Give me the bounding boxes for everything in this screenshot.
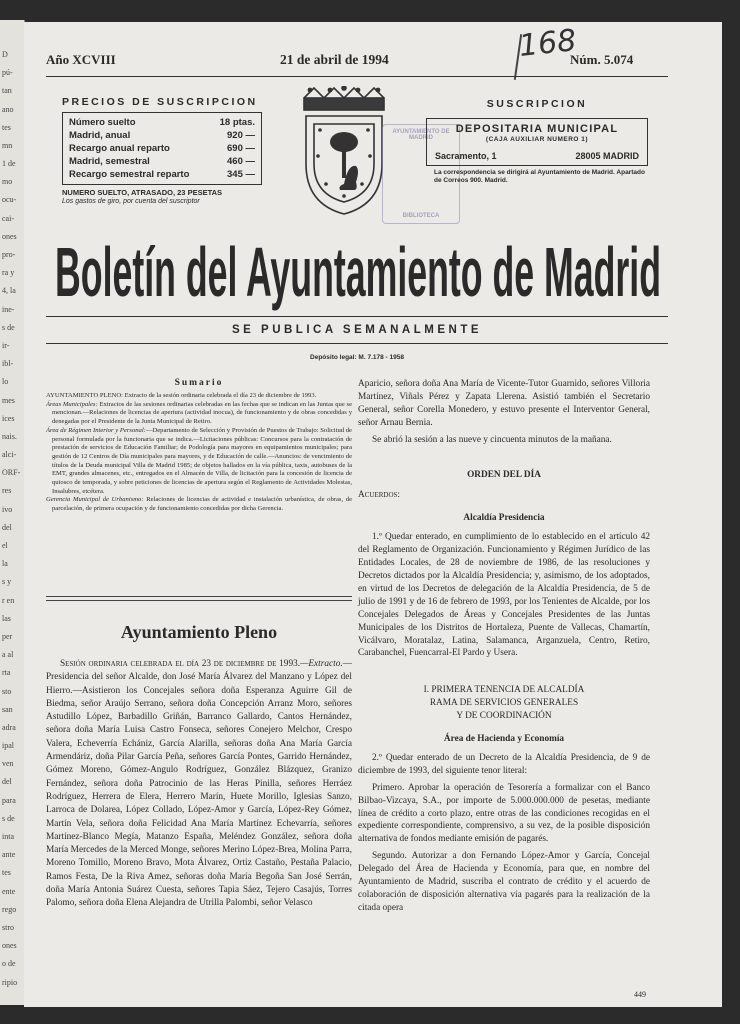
- adjacent-page-fragment: inta: [2, 832, 14, 842]
- right-column: [358, 378, 650, 915]
- depositaria-address: [435, 151, 639, 161]
- tenencia-subheading: RAMA DE SERVICIOS GENERALES: [429, 698, 579, 709]
- adjacent-page-fragment: s de: [2, 813, 15, 823]
- adjacent-page-fragment: ven: [2, 759, 14, 769]
- summary-item: [46, 401, 352, 427]
- adjacent-page-fragment: rta: [2, 668, 11, 678]
- tenencia-subheading: Y DE COORDINACIÓN: [456, 711, 552, 722]
- pleno-extract: —Extracto.: [300, 659, 343, 669]
- adjacent-page-fragment: a al: [2, 650, 14, 660]
- prices-title: PRECIOS DE SUSCRIPCION: [62, 96, 258, 108]
- madrid-coat-of-arms-icon: [296, 86, 392, 218]
- summary-item-lead: AYUNTAMIENTO PLENO:: [46, 392, 123, 399]
- adjacent-page-fragment: sto: [2, 686, 12, 696]
- summary-title: Sumario: [174, 378, 224, 388]
- subscription-title: SUSCRIPCION: [486, 98, 588, 110]
- summary-item-text: —Departamento de Selección y Provisión de Puestos de Trabajo: Solicitud de personal formulada por la funcionaria que se indica.—Licitaciones públicas: Concursos para la contratación de prestación de servicios de Educación Familiar; de Podología para mayores en equipamientos municipales; para gestión de 12 Centros de Día municipales para mayores, y de Educación de calle.—Anuncios: de vencimiento de títulos de la Deuda municipal Villa de Madrid 1985; de objetos hallados en la vía pública, taxis, autobuses de la EMT, grandes almacenes, etc., entregados en el Almacén de Villa, de licitación para la concesión de licencia de quiosco de temporada, y sobre peticiones de licencias de apertura según el Reglamento de Actividades Molestas, Insalubres, etcétera.: [52, 426, 352, 495]
- adjacent-page-fragment: ibl-: [2, 359, 14, 369]
- street-address: Sacramento, 1: [435, 151, 497, 161]
- postage-note: Los gastos de giro, por cuenta del suscriptor: [62, 198, 200, 205]
- adjacent-page-fragment: ices: [2, 413, 15, 423]
- item-2-text: Quedar enterado de un Decreto de la Alcaldía Presidencia, de 9 de diciembre de 1993, del siguiente tenor literal:: [358, 752, 650, 776]
- adjacent-page-fragment: s de: [2, 322, 15, 332]
- header-rule: [46, 76, 668, 77]
- adjacent-page-fragment: adra: [2, 722, 16, 732]
- summary-item-lead: Área de Régimen Interior y Personal:: [46, 426, 146, 434]
- adjacent-page-edge: [0, 20, 25, 1005]
- price-row: [69, 155, 255, 168]
- adjacent-page-fragment: ipal: [2, 741, 14, 751]
- stamp-bottom-text: BIBLIOTECA: [402, 213, 440, 219]
- item-1: [358, 531, 650, 660]
- adjacent-page-fragment: ivo: [2, 504, 13, 514]
- hacienda-heading: Área de Hacienda y Economía: [443, 734, 565, 745]
- page-number: 449: [634, 990, 646, 999]
- adjacent-page-fragment: ones: [2, 941, 17, 951]
- publication-frequency: SE PUBLICA SEMANALMENTE: [231, 324, 483, 336]
- issue-number: Núm. 5.074: [570, 52, 634, 67]
- masthead-rule-bottom: [46, 343, 668, 344]
- summary-item-text: Extractos de las sesiones ordinarias celebradas en las fechas que se indican en las Juntas que se mencionan.—Relaciones de licencias de apertura (actividad inocua), de funcionamiento y de obras concedidas y denegadas por el Presidente de la Junta Municipal de Retiro.: [52, 400, 352, 426]
- adjacent-page-fragment: ante: [2, 850, 16, 860]
- year-label: Año XCVIII: [46, 52, 116, 67]
- prices-box: [62, 112, 262, 185]
- depositaria-box: [426, 118, 648, 166]
- correspondence-note: La correspondencia se dirigirá al Ayuntamiento de Madrid. Apartado de Correos 900. Madrid.: [434, 169, 645, 184]
- adjacent-page-fragment: nais.: [2, 431, 17, 441]
- summary-item-lead: Gerencia Municipal de Urbanismo:: [46, 496, 144, 504]
- adjacent-page-fragment: ir-: [2, 340, 10, 350]
- section-divider: [46, 596, 352, 601]
- pleno-body: [46, 658, 352, 911]
- issue-date: 21 de abril de 1994: [280, 52, 389, 67]
- adjacent-page-fragment: alci-: [2, 450, 17, 460]
- attendance-paragraph: Aparicio, señora doña Ana María de Vicente-Tutor Guarnido, señores Villoria Martínez, Viñals Pérez y Zapata Llerena. Asistió también el Secretario General, señor Corella Monedero, y estuvo presente el Interventor General, señor Arnau Bernia.: [358, 379, 650, 428]
- pleno-lead: Sesión ordinaria celebrada el día 23 de diciembre de 1993.: [60, 659, 301, 669]
- summary-item-lead: Áreas Municipales:: [46, 400, 98, 408]
- item-1-text: Quedar enterado, en cumplimiento de lo establecido en el artículo 42 del Reglamento de Organización. Funcionamiento y Régimen Jurídico de las Entidades Locales, de 28 de noviembre de 1986, de las resoluciones y Decretos dictados por la Alcaldía Presidencia; y, asimismo, de los adoptados, en virtud de los Decretos de delegación de la Alcaldía Presidencia, de 5 de julio de 1991 y de 16 de febrero de 1993, por los Tenientes de Alcalde, por los Concejales Delegados de Áreas y Concejales Presidentes de las Juntas Municipales de los Distritos de Hortaleza, Puente de Vallecas, Chamartín, Vicálvaro, Moratalaz, Latina, Salamanca, Arganzuela, Centro, Retiro, Carabanchel, Fuencarral-El Pardo y Usera.: [358, 532, 650, 659]
- price-note: [62, 188, 282, 206]
- primero-paragraph: Primero. Aprobar la operación de Tesorería a formalizar con el Banco Bilbao-Vizcaya, S.A., por importe de 5.000.000.000 de pesetas, mediante línea de crédito a corto plazo, entre otras de las condiciones recogidas en el expediente correspondiente, comprensivo, a su vez, de la posible disposición alternativa de fondos mediante emisión de pagarés.: [358, 782, 650, 845]
- price-label: Recargo anual reparto: [69, 143, 170, 154]
- adjacent-page-fragment: r en: [2, 595, 15, 605]
- adjacent-page-fragment: tes: [2, 122, 11, 132]
- adjacent-page-fragment: cai-: [2, 213, 14, 223]
- summary-item: [46, 427, 352, 497]
- stamp-top-text: AYUNTAMIENTO DE MADRID: [392, 129, 450, 141]
- summary-item: [46, 496, 352, 513]
- price-row: [69, 129, 255, 142]
- price-value: 345 —: [227, 169, 255, 180]
- adjacent-page-fragment: tan: [2, 86, 12, 96]
- price-value: 690 —: [227, 143, 255, 154]
- subscription-info: [426, 98, 648, 185]
- adjacent-page-fragment: rego: [2, 904, 17, 914]
- alcaldia-heading: Alcaldía Presidencia: [463, 513, 545, 524]
- summary-item-text: Extracto de la sesión ordinaria celebrada el día 23 de diciembre de 1993.: [122, 392, 317, 399]
- summary-section: [46, 378, 352, 514]
- summary-item-text: Relaciones de licencias de actividad e instalación urbanística, de obras, de parcelación, de primera ocupación y de funcionamiento concedidas por dicha Gerencia.: [52, 496, 352, 513]
- summary-body: [46, 392, 352, 514]
- price-row: [69, 116, 255, 129]
- adjacent-page-fragment: ORF-: [2, 468, 21, 478]
- adjacent-page-fragment: stro: [2, 922, 14, 932]
- adjacent-page-fragment: 1 de: [2, 159, 16, 169]
- price-label: Número suelto: [69, 117, 136, 128]
- adjacent-page-fragment: ocu-: [2, 195, 17, 205]
- price-row: [69, 168, 255, 181]
- price-label: Recargo semestral reparto: [69, 169, 190, 180]
- adjacent-page-fragment: ones: [2, 231, 17, 241]
- subscription-prices: [62, 96, 282, 206]
- pleno-paragraph: [46, 658, 352, 911]
- adjacent-page-fragment: o de: [2, 959, 16, 969]
- adjacent-page-fragment: ano: [2, 104, 14, 114]
- newspaper-page: [24, 22, 722, 1007]
- adjacent-page-fragment: ine-: [2, 304, 15, 314]
- summary-item: [46, 392, 352, 401]
- adjacent-page-fragment: mo: [2, 177, 13, 187]
- acuerdos-label: Acuerdos:: [358, 490, 400, 501]
- adjacent-page-fragment: res: [2, 486, 12, 496]
- adjacent-page-fragment: el: [2, 541, 8, 551]
- adjacent-page-fragment: pú-: [2, 68, 13, 78]
- adjacent-page-fragment: tes: [2, 868, 11, 878]
- price-value: 460 —: [227, 156, 255, 167]
- masthead-text: Boletín del Ayuntamiento de Madrid: [55, 233, 661, 311]
- adjacent-page-fragment: D: [2, 50, 8, 59]
- adjacent-page-fragment: per: [2, 631, 13, 641]
- adjacent-page-fragment: del: [2, 522, 12, 532]
- adjacent-page-fragment: para: [2, 795, 16, 805]
- adjacent-page-fragment: san: [2, 704, 13, 714]
- depositaria-subtitle: (CAJA AUXILIAR NUMERO 1): [485, 136, 589, 143]
- masthead-title: [46, 218, 670, 314]
- adjacent-page-fragment: la: [2, 559, 8, 569]
- adjacent-page-fragment: 4, la: [2, 286, 16, 296]
- pleno-text: —Presidencia del señor Alcalde, don José María Álvarez del Manzano y López del Hierro.—Asistieron los Concejales señora doña Esperanza Aguirre Gil de Biedma, señor Araújo Serrano, señora doña Concepción Arranz Moro, señores Astudillo López, Barbadillo Griñán, Barranco Gallardo, Cantos Hernández, señora doña María Luisa Castro Fonseca, señores Conejero Melchor, Crespo Valera, Echeverría Echániz, García Alarilla, señoras doña Ana María García Armendáriz, doña Pilar García Peña, señores García Pontes, Garrido Hernández, Gómez Moreno, Gómez-Angulo Rodríguez, González Blázquez, Granizo Fernández, señora doña Patrocinio de las Heras Pinilla, señores Herráez Rodríguez, Herrera de Elera, Herrero Marín, Huete Morillo, Iglesias Sanzo, Larroca de Dolarea, López Collado, López-Amor y García, López-Rey Gómez, Martín Vela, señora doña Felicidad Ana María Martínez Echevarría, señores Martínez-Blanco Megía, Matanzo España, Meléndez González, señora doña María Mercedes de la Merced Monge, señores Merino López-Brea, Molina Parra, Moreno Tomillo, Moreno Bravo, Mota Álvarez, Ortiz Castaño, Pestaña Palacio, Ramos Festa, De la Riva Amez, señoras doña María Begoña San José Serrán, doña María Antonia Suárez Cuesta, señores Tapia Sáez, Tejero Casajús, Torres Palomo, señora doña Elena Alejandra de Utrilla Palombi, señor Velasco: [46, 659, 352, 909]
- item-1-number: 1.º: [372, 532, 382, 543]
- item-2-number: 2.º: [372, 752, 382, 763]
- adjacent-page-fragment: mes: [2, 395, 15, 405]
- handwritten-number: 168: [517, 23, 578, 64]
- orden-del-dia-heading: ORDEN DEL DÍA: [467, 469, 541, 480]
- adjacent-page-fragment: s y: [2, 577, 12, 587]
- adjacent-page-fragment: las: [2, 613, 11, 623]
- back-issue-price: NUMERO SUELTO, ATRASADO, 23 PESETAS: [62, 188, 223, 197]
- adjacent-page-fragment: ra y: [2, 268, 15, 278]
- adjacent-page-fragment: ripio: [2, 977, 18, 987]
- adjacent-page-fragment: ente: [2, 886, 16, 896]
- price-row: [69, 142, 255, 155]
- postal-code: 28005 MADRID: [575, 151, 639, 161]
- adjacent-page-fragment: mn: [2, 140, 13, 150]
- legal-deposit: Depósito legal: M. 7.178 - 1958: [310, 354, 404, 361]
- adjacent-page-fragment: del: [2, 777, 12, 787]
- price-label: Madrid, semestral: [69, 156, 150, 167]
- adjacent-page-fragment: lo: [2, 377, 9, 387]
- item-2: [358, 752, 650, 778]
- adjacent-page-fragment: pro-: [2, 250, 16, 260]
- tenencia-heading: I. PRIMERA TENENCIA DE ALCALDÍA: [423, 685, 585, 696]
- segundo-paragraph: Segundo. Autorizar a don Fernando López-Amor y García, Concejal Delegado del Área de Hacienda y Economía, para que, en nombre del Ayuntamiento de Madrid, suscriba el contrato de crédito y el acuerdo de colaboración de disposición alternativa vía pagarés para la realización de la citada opera: [358, 851, 650, 913]
- pleno-title: Ayuntamiento Pleno: [120, 622, 278, 642]
- price-value: 920 —: [227, 130, 255, 141]
- masthead-rule-top: [46, 316, 668, 317]
- price-value: 18 ptas.: [219, 117, 255, 128]
- depositaria-title: DEPOSITARIA MUNICIPAL: [455, 123, 619, 135]
- session-open-paragraph: Se abrió la sesión a las nueve y cincuenta minutos de la mañana.: [372, 434, 612, 445]
- price-label: Madrid, anual: [69, 130, 131, 141]
